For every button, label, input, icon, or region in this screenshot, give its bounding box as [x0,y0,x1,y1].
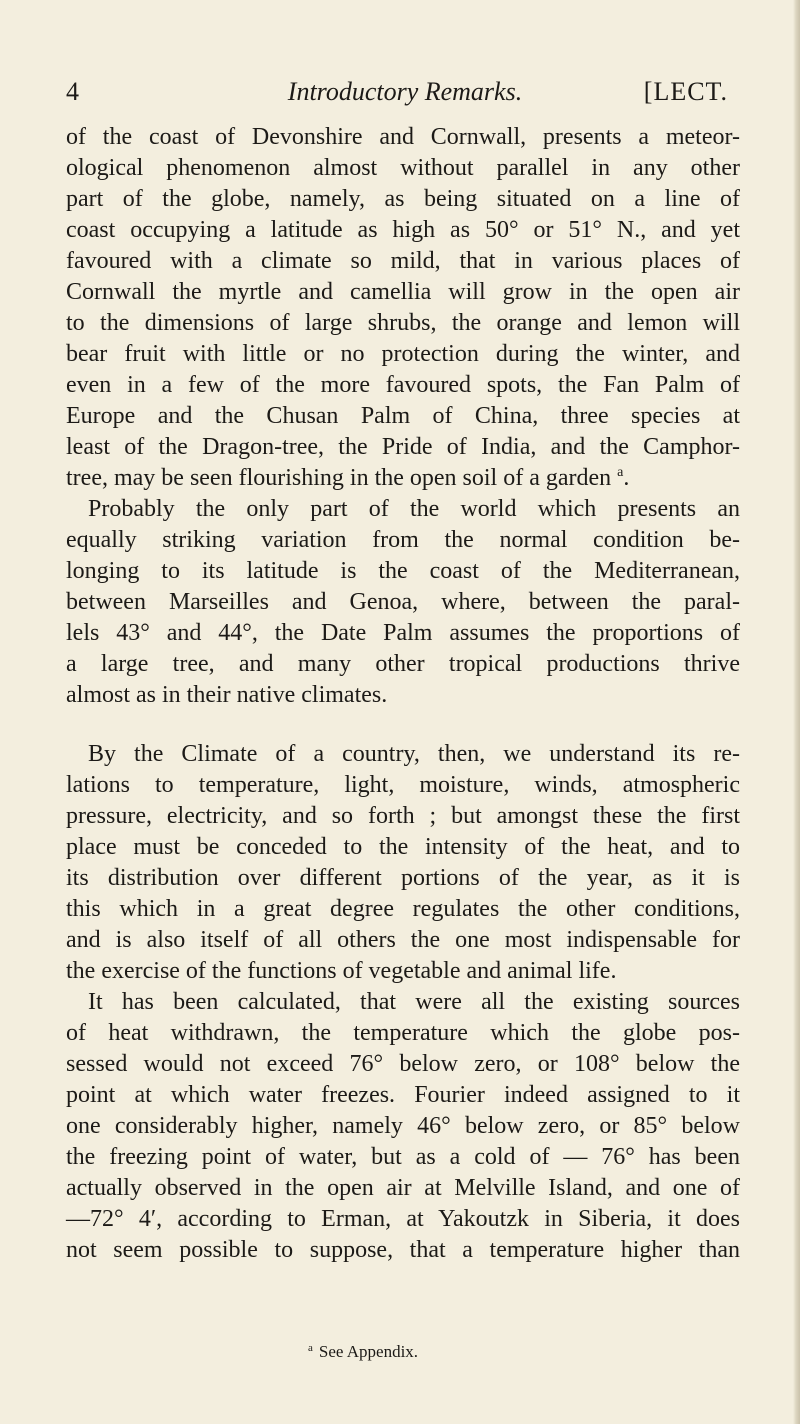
text-line: Cornwall the myrtle and camellia will grow in the open air [66,279,740,305]
text-line: of heat withdrawn, the temperature which the globe pos- [66,1020,740,1046]
footnote-mark: a [308,1342,313,1354]
text-line: and is also itself of all others the one most indispensable for [66,927,740,953]
text-line: bear fruit with little or no protection during the winter, and [66,341,740,367]
text-line: lels 43° and 44°, the Date Palm assumes the proportions of [66,620,740,646]
text-line: point at which water freezes. Fourier indeed assigned to it [66,1082,740,1108]
paragraph-gap [66,711,740,739]
text-line: one considerably higher, namely 46° below zero, or 85° below [66,1113,740,1139]
text-line: a large tree, and many other tropical productions thrive [66,651,740,677]
text-line: not seem possible to suppose, that a temperature higher than [66,1237,740,1263]
text-line: —72° 4′, according to Erman, at Yakoutzk in Siberia, it does [66,1206,740,1232]
footnote [308,1337,418,1363]
text-line: to the dimensions of large shrubs, the orange and lemon will [66,310,740,336]
text-line: part of the globe, namely, as being situated on a line of [66,186,740,212]
text-line: By the Climate of a country, then, we understand its re- [88,741,740,767]
text-line: least of the Dragon-tree, the Pride of India, and the Camphor- [66,434,740,460]
text-line-content: tree, may be seen flourishing in the open soil of a garden [66,465,612,491]
text-line: longing to its latitude is the coast of the Mediterranean, [66,558,740,584]
text-line: coast occupying a latitude as high as 50° or 51° N., and yet [66,217,740,243]
running-head [66,74,734,110]
text-line: almost as in their native climates. [66,682,388,708]
text-line: the freezing point of water, but as a cold of — 76° has been [66,1144,740,1170]
text-line: equally striking variation from the normal condition be- [66,527,740,553]
text-line: favoured with a climate so mild, that in various places of [66,248,740,274]
text-line: the exercise of the functions of vegetable and animal life. [66,958,617,984]
running-title: Introductory Remarks. [287,77,523,106]
text-line: between Marseilles and Genoa, where, between the paral- [66,589,740,615]
footnote-text: See Appendix. [318,1342,419,1361]
text-line: Probably the only part of the world which presents an [88,496,740,522]
page-number: 4 [66,77,79,106]
text-line: lations to temperature, light, moisture, winds, atmospheric [66,772,740,798]
text-line-end: . [623,465,630,491]
footnote-reference: a [617,465,624,480]
text-line: even in a few of the more favoured spots, the Fan Palm of [66,372,740,398]
section-marker: [LECT. [643,77,728,106]
text-line: pressure, electricity, and so forth ; but amongst these the first [66,803,740,829]
text-line: this which in a great degree regulates the other conditions, [66,896,740,922]
text-line: It has been calculated, that were all the existing sources [88,989,740,1015]
text-line: ological phenomenon almost without parallel in any other [66,155,740,181]
text-line: place must be conceded to the intensity of the heat, and to [66,834,740,860]
page-edge-shadow [793,0,800,1424]
text-line: sessed would not exceed 76° below zero, or 108° below the [66,1051,740,1077]
text-line: its distribution over different portions of the year, as it is [66,865,740,891]
text-line: Europe and the Chusan Palm of China, three species at [66,403,740,429]
text-line [66,463,740,494]
text-line: actually observed in the open air at Melville Island, and one of [66,1175,740,1201]
text-line: of the coast of Devonshire and Cornwall, presents a meteor- [66,124,740,150]
body-text [66,122,740,1266]
